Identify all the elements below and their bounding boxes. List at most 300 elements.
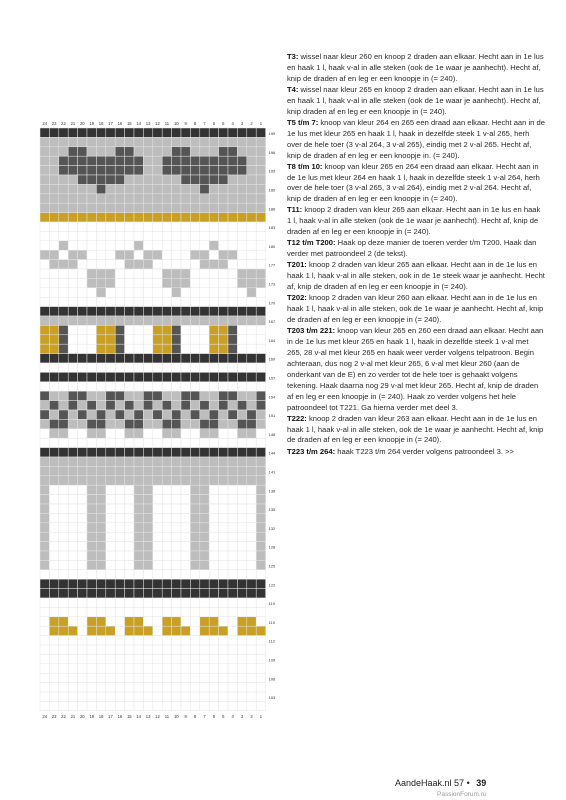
chart-cell: [209, 523, 218, 532]
chart-cell: [256, 250, 265, 259]
chart-cell: [59, 551, 68, 560]
chart-cell: [190, 410, 199, 419]
chart-cell: [190, 429, 199, 438]
chart-cell: [40, 673, 49, 682]
chart-cell: [237, 429, 246, 438]
chart-cell: [87, 495, 96, 504]
chart-cell: [172, 466, 181, 475]
chart-cell: [125, 147, 134, 156]
chart-cell: [228, 513, 237, 522]
chart-cell: [190, 551, 199, 560]
chart-cell: [247, 429, 256, 438]
instruction-paragraph: [287, 238, 545, 260]
chart-cell: [115, 560, 124, 569]
chart-cell: [228, 419, 237, 428]
chart-cell: [237, 570, 246, 579]
chart-cell: [256, 241, 265, 250]
chart-cell: [162, 316, 171, 325]
chart-cell: [115, 128, 124, 137]
chart-cell: [172, 382, 181, 391]
chart-cell: [40, 701, 49, 710]
chart-cell: [78, 269, 87, 278]
chart-cell: [59, 184, 68, 193]
chart-cell: [96, 175, 105, 184]
chart-cell: [172, 260, 181, 269]
chart-cell: [200, 513, 209, 522]
chart-cell: [49, 203, 58, 212]
chart-cell: [134, 513, 143, 522]
chart-cell: [78, 147, 87, 156]
chart-cell: [219, 523, 228, 532]
instruction-text: knoop van kleur 265 en 260 een draad aan elkaar. Hecht aan in de 1e lus met kleur 265 en haak 1 l, haak in dezelfde steek 1 v-al met 265, 28 v-al met kleur 265 en haak weer verder volgens telpatroon. Begin achteraan, dus nog 2 v-al met kleur 265, 6 v-al met kleur 260 (aan de onderkant van de E) en zo verder tot de hele toer is gehaakt volgens tekening. Haak daarna nog 29 v-al met kleur 265. Hecht af, knip de draden af en leg er een knoopje in (= 240). Haak zo verder volgens het hele patroondeel tot T221. Ga hierna verder met deel 3.: [287, 326, 544, 412]
chart-cell: [68, 457, 77, 466]
chart-cell: [143, 495, 152, 504]
chart-cell: [87, 325, 96, 334]
chart-cell: [125, 184, 134, 193]
chart-cell: [87, 692, 96, 701]
chart-cell: [134, 128, 143, 137]
chart-cell: [87, 250, 96, 259]
chart-cell: [49, 288, 58, 297]
chart-cell: [106, 523, 115, 532]
chart-cell: [237, 438, 246, 447]
chart-cell: [181, 513, 190, 522]
chart-cell: [134, 626, 143, 635]
chart-cell: [190, 617, 199, 626]
chart-cell: [40, 504, 49, 513]
chart-cell: [49, 683, 58, 692]
chart-cell: [59, 523, 68, 532]
chart-cell: [247, 382, 256, 391]
chart-cell: [125, 410, 134, 419]
chart-cell: [134, 156, 143, 165]
chart-cell: [68, 241, 77, 250]
chart-cell: [228, 504, 237, 513]
chart-cell: [115, 466, 124, 475]
chart-cell: [40, 175, 49, 184]
chart-cell: [143, 523, 152, 532]
chart-cell: [190, 513, 199, 522]
chart-cell: [143, 325, 152, 334]
chart-cell: [181, 636, 190, 645]
chart-cell: [40, 354, 49, 363]
chart-cell: [59, 297, 68, 306]
chart-cell: [172, 250, 181, 259]
chart-cell: [96, 372, 105, 381]
chart-cell: [134, 382, 143, 391]
chart-cell: [200, 175, 209, 184]
chart-cell: [125, 194, 134, 203]
chart-cell: [209, 184, 218, 193]
chart-cell: [40, 617, 49, 626]
chart-cell: [219, 128, 228, 137]
chart-cell: [153, 457, 162, 466]
chart-cell: [106, 278, 115, 287]
chart-cell: [115, 166, 124, 175]
chart-cell: [78, 401, 87, 410]
chart-cell: [87, 579, 96, 588]
chart-cell: [219, 636, 228, 645]
chart-cell: [162, 523, 171, 532]
chart-cell: [87, 570, 96, 579]
chart-cell: [228, 194, 237, 203]
chart-cell: [143, 231, 152, 240]
chart-cell: [59, 166, 68, 175]
chart-cell: [96, 504, 105, 513]
chart-cell: [162, 184, 171, 193]
chart-cell: [143, 128, 152, 137]
column-number: 18: [98, 713, 104, 719]
chart-cell: [106, 128, 115, 137]
chart-cell: [219, 391, 228, 400]
row-label: 122: [268, 582, 275, 588]
chart-cell: [87, 542, 96, 551]
chart-cell: [237, 344, 246, 353]
chart-cell: [143, 692, 152, 701]
chart-cell: [256, 156, 265, 165]
chart-cell: [153, 410, 162, 419]
chart-cell: [40, 551, 49, 560]
chart-cell: [78, 203, 87, 212]
chart-cell: [219, 316, 228, 325]
chart-cell: [68, 598, 77, 607]
chart-cell: [181, 231, 190, 240]
row-label: 186: [268, 206, 275, 212]
chart-cell: [153, 316, 162, 325]
chart-cell: [134, 645, 143, 654]
chart-cell: [68, 166, 77, 175]
column-number: 6: [212, 713, 216, 719]
chart-cell: [59, 269, 68, 278]
column-number: 4: [231, 713, 234, 719]
chart-cell: [237, 542, 246, 551]
chart-cell: [200, 128, 209, 137]
chart-cell: [219, 250, 228, 259]
chart-cell: [68, 485, 77, 494]
row-label: 157: [268, 375, 275, 381]
chart-cell: [125, 513, 134, 522]
chart-cell: [40, 231, 49, 240]
chart-cell: [49, 137, 58, 146]
chart-cell: [96, 363, 105, 372]
chart-cell: [256, 504, 265, 513]
chart-cell: [237, 297, 246, 306]
chart-cell: [219, 683, 228, 692]
chart-cell: [172, 278, 181, 287]
chart-cell: [143, 297, 152, 306]
chart-cell: [59, 307, 68, 316]
chart-cell: [125, 363, 134, 372]
chart-cell: [172, 701, 181, 710]
chart-cell: [78, 222, 87, 231]
chart-cell: [106, 260, 115, 269]
chart-cell: [219, 579, 228, 588]
chart-cell: [49, 598, 58, 607]
chart-cell: [96, 673, 105, 682]
chart-cell: [78, 260, 87, 269]
chart-cell: [237, 222, 246, 231]
chart-cell: [256, 335, 265, 344]
chart-cell: [181, 645, 190, 654]
chart-cell: [59, 645, 68, 654]
chart-cell: [190, 448, 199, 457]
chart-cell: [134, 316, 143, 325]
chart-cell: [219, 607, 228, 616]
chart-cell: [256, 288, 265, 297]
chart-cell: [190, 523, 199, 532]
row-label: 193: [268, 168, 275, 174]
chart-cell: [40, 429, 49, 438]
chart-cell: [181, 429, 190, 438]
chart-cell: [78, 372, 87, 381]
chart-cell: [134, 701, 143, 710]
chart-cell: [115, 175, 124, 184]
chart-cell: [40, 260, 49, 269]
column-number: 14: [136, 121, 142, 126]
chart-cell: [87, 363, 96, 372]
chart-cell: [172, 589, 181, 598]
chart-cell: [106, 476, 115, 485]
chart-cell: [237, 156, 246, 165]
chart-cell: [134, 429, 143, 438]
chart-cell: [181, 419, 190, 428]
chart-cell: [143, 542, 152, 551]
chart-cell: [190, 495, 199, 504]
chart-cell: [190, 419, 199, 428]
chart-cell: [59, 654, 68, 663]
row-label: 189: [268, 187, 275, 193]
chart-cell: [68, 288, 77, 297]
chart-cell: [87, 626, 96, 635]
chart-cell: [78, 589, 87, 598]
row-label: 180: [268, 243, 275, 249]
chart-cell: [49, 429, 58, 438]
chart-cell: [49, 250, 58, 259]
chart-cell: [237, 335, 246, 344]
chart-cell: [172, 297, 181, 306]
chart-cell: [78, 683, 87, 692]
chart-cell: [247, 344, 256, 353]
chart-cell: [96, 683, 105, 692]
chart-cell: [200, 354, 209, 363]
chart-cell: [153, 504, 162, 513]
chart-cell: [256, 363, 265, 372]
chart-cell: [125, 570, 134, 579]
chart-cell: [256, 523, 265, 532]
instruction-paragraph: [287, 52, 545, 85]
chart-cell: [181, 664, 190, 673]
chart-cell: [96, 213, 105, 222]
chart-cell: [237, 683, 246, 692]
chart-cell: [40, 147, 49, 156]
chart-cell: [228, 241, 237, 250]
chart-cell: [87, 156, 96, 165]
chart-cell: [68, 363, 77, 372]
chart-cell: [59, 213, 68, 222]
chart-cell: [106, 664, 115, 673]
row-label: 177: [268, 262, 275, 268]
chart-cell: [181, 316, 190, 325]
chart-cell: [228, 485, 237, 494]
chart-cell: [68, 607, 77, 616]
chart-cell: [200, 551, 209, 560]
chart-cell: [78, 504, 87, 513]
chart-cell: [247, 476, 256, 485]
chart-cell: [256, 513, 265, 522]
chart-cell: [247, 654, 256, 663]
chart-cell: [219, 222, 228, 231]
chart-cell: [209, 260, 218, 269]
chart-cell: [209, 344, 218, 353]
instruction-paragraph: [287, 162, 545, 206]
chart-cell: [78, 673, 87, 682]
chart-cell: [228, 551, 237, 560]
chart-cell: [256, 701, 265, 710]
chart-cell: [125, 664, 134, 673]
chart-cell: [181, 589, 190, 598]
chart-cell: [209, 354, 218, 363]
column-number: 21: [70, 121, 76, 126]
chart-cell: [96, 448, 105, 457]
chart-cell: [49, 701, 58, 710]
column-number: 1: [259, 713, 263, 719]
chart-cell: [247, 241, 256, 250]
chart-cell: [237, 607, 246, 616]
chart-cell: [78, 175, 87, 184]
chart-cell: [87, 438, 96, 447]
chart-cell: [143, 701, 152, 710]
chart-cell: [134, 231, 143, 240]
chart-cell: [256, 128, 265, 137]
chart-cell: [40, 495, 49, 504]
chart-cell: [49, 523, 58, 532]
column-number: 2: [250, 121, 253, 126]
chart-cell: [96, 401, 105, 410]
chart-cell: [162, 476, 171, 485]
chart-cell: [143, 194, 152, 203]
chart-cell: [219, 231, 228, 240]
chart-cell: [115, 692, 124, 701]
chart-cell: [153, 175, 162, 184]
chart-cell: [172, 542, 181, 551]
chart-cell: [237, 325, 246, 334]
chart-cell: [68, 325, 77, 334]
chart-cell: [40, 166, 49, 175]
chart-cell: [181, 156, 190, 165]
chart-cell: [256, 476, 265, 485]
chart-cell: [209, 645, 218, 654]
chart-cell: [115, 504, 124, 513]
chart-cell: [78, 128, 87, 137]
chart-cell: [209, 598, 218, 607]
chart-cell: [78, 297, 87, 306]
chart-cell: [143, 664, 152, 673]
chart-cell: [219, 419, 228, 428]
chart-cell: [59, 692, 68, 701]
chart-cell: [96, 250, 105, 259]
chart-cell: [106, 325, 115, 334]
chart-cell: [40, 419, 49, 428]
column-number: 21: [70, 713, 76, 719]
chart-cell: [219, 335, 228, 344]
chart-cell: [87, 203, 96, 212]
chart-cell: [143, 335, 152, 344]
chart-cell: [200, 325, 209, 334]
page-footer: [395, 778, 486, 788]
chart-cell: [125, 523, 134, 532]
chart-cell: [143, 654, 152, 663]
chart-cell: [228, 560, 237, 569]
chart-cell: [143, 683, 152, 692]
chart-cell: [106, 166, 115, 175]
chart-cell: [200, 372, 209, 381]
chart-cell: [78, 344, 87, 353]
chart-cell: [143, 466, 152, 475]
chart-cell: [228, 382, 237, 391]
chart-cell: [134, 241, 143, 250]
chart-cell: [200, 429, 209, 438]
chart-cell: [256, 636, 265, 645]
chart-cell: [256, 278, 265, 287]
chart-cell: [190, 636, 199, 645]
chart-cell: [68, 137, 77, 146]
chart-cell: [181, 250, 190, 259]
chart-cell: [125, 485, 134, 494]
chart-cell: [143, 213, 152, 222]
chart-cell: [134, 617, 143, 626]
chart-cell: [256, 617, 265, 626]
chart-cell: [87, 137, 96, 146]
chart-cell: [256, 316, 265, 325]
chart-cell: [172, 579, 181, 588]
chart-cell: [96, 222, 105, 231]
chart-cell: [49, 570, 58, 579]
chart-cell: [153, 617, 162, 626]
chart-cell: [78, 325, 87, 334]
chart-cell: [125, 504, 134, 513]
chart-cell: [134, 184, 143, 193]
chart-cell: [134, 194, 143, 203]
chart-cell: [219, 598, 228, 607]
chart-cell: [200, 570, 209, 579]
chart-cell: [96, 231, 105, 240]
column-number: 13: [145, 713, 151, 719]
chart-cell: [256, 607, 265, 616]
chart-cell: [153, 335, 162, 344]
chart-cell: [219, 551, 228, 560]
chart-cell: [87, 560, 96, 569]
column-number: 1: [259, 121, 263, 126]
chart-cell: [190, 372, 199, 381]
chart-cell: [40, 448, 49, 457]
chart-cell: [228, 438, 237, 447]
chart-cell: [209, 401, 218, 410]
chart-cell: [228, 636, 237, 645]
chart-cell: [228, 316, 237, 325]
chart-cell: [247, 645, 256, 654]
chart-cell: [68, 147, 77, 156]
chart-cell: [59, 250, 68, 259]
chart-cell: [256, 354, 265, 363]
chart-cell: [106, 194, 115, 203]
chart-cell: [209, 560, 218, 569]
chart-cell: [228, 598, 237, 607]
chart-cell: [181, 692, 190, 701]
chart-cell: [153, 513, 162, 522]
chart-cell: [153, 269, 162, 278]
chart-cell: [237, 448, 246, 457]
chart-cell: [49, 391, 58, 400]
